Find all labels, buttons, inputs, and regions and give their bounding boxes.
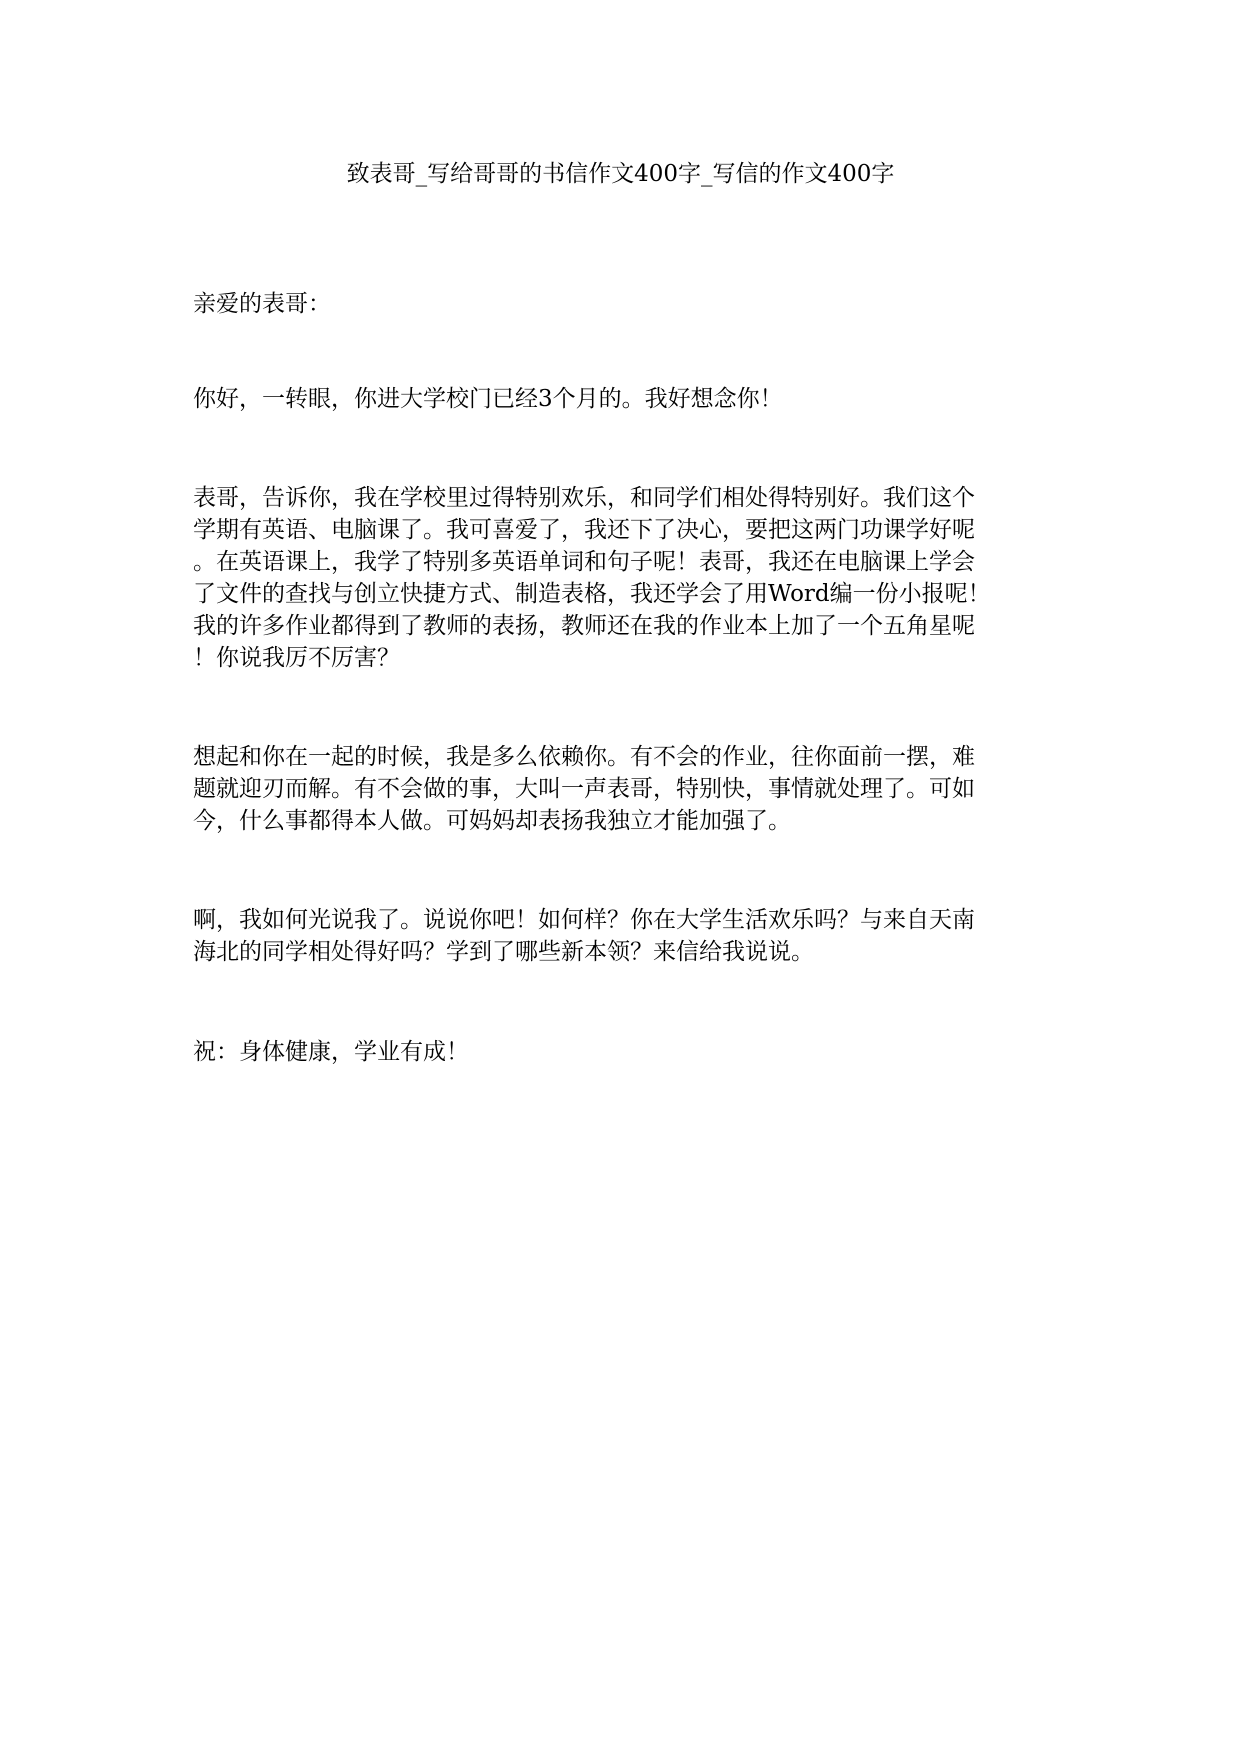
paragraph-line: 表哥，告诉你，我在学校里过得特别欢乐，和同学们相处得特别好。我们这个 [193, 485, 975, 511]
paragraph-line: 。在英语课上，我学了特别多英语单词和句子呢！表哥，我还在电脑课上学会 [193, 549, 975, 575]
document-title: 致表哥_写给哥哥的书信作文400字_写信的作文400字 [346, 161, 895, 187]
paragraph-memories [193, 741, 1048, 837]
paragraph-line: 学期有英语、电脑课了。我可喜爱了，我还下了决心，要把这两门功课学好呢 [193, 517, 975, 543]
paragraph-line: 你好，一转眼，你进大学校门已经3个月的。我好想念你！ [193, 386, 783, 412]
paragraph-line: 我的许多作业都得到了教师的表扬，教师还在我的作业本上加了一个五角星呢 [193, 613, 975, 639]
paragraph-greeting [193, 383, 1048, 415]
paragraph-line: ！你说我厉不厉害？ [193, 645, 400, 671]
paragraph-questions [193, 904, 1048, 968]
paragraph-line: 题就迎刃而解。有不会做的事，大叫一声表哥，特别快，事情就处理了。可如 [193, 776, 975, 802]
paragraph-school-life [193, 482, 1048, 674]
paragraph-line: 今，什么事都得本人做。可妈妈却表扬我独立才能加强了。 [193, 808, 791, 834]
paragraph-line: 海北的同学相处得好吗？学到了哪些新本领？来信给我说说。 [193, 939, 814, 965]
paragraph-line: 啊，我如何光说我了。说说你吧！如何样？你在大学生活欢乐吗？与来自天南 [193, 907, 975, 933]
letter-closing: 祝：身体健康，学业有成！ [193, 1039, 469, 1065]
paragraph-line: 想起和你在一起的时候，我是多么依赖你。有不会的作业，往你面前一摆，难 [193, 744, 975, 770]
letter-salutation: 亲爱的表哥： [193, 291, 331, 317]
paragraph-line: 了文件的查找与创立快捷方式、制造表格，我还学会了用Word编一份小报呢！ [193, 581, 991, 607]
